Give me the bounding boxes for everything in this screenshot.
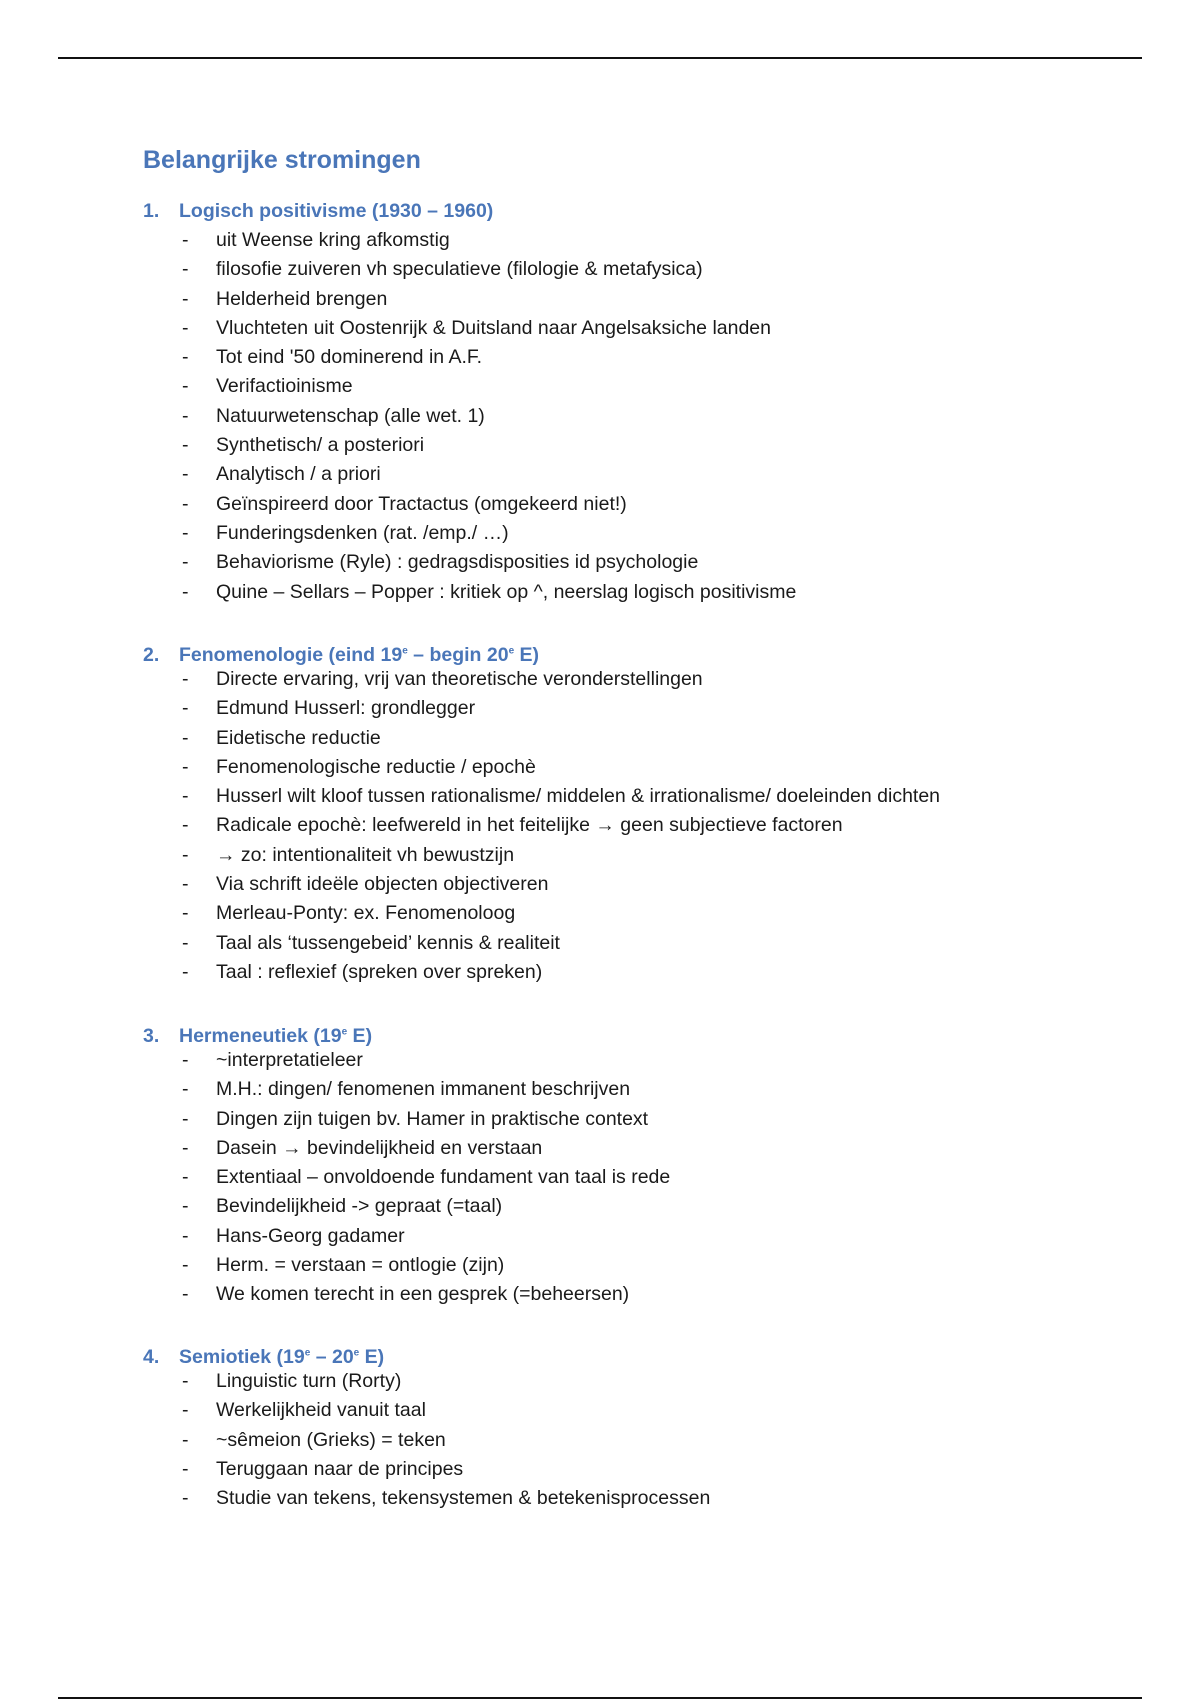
list-item	[143, 1455, 1143, 1484]
list-item	[143, 1484, 1143, 1513]
list-item-text: Hans-Georg gadamer	[216, 1224, 405, 1247]
list-item-text: Natuurwetenschap (alle wet. 1)	[216, 404, 485, 427]
list-item	[143, 1105, 1143, 1134]
dash-bullet: -	[182, 755, 189, 778]
list-item	[143, 1163, 1143, 1192]
dash-bullet: -	[182, 1136, 189, 1159]
list-item-text: Taal als ‘tussengebeid’ kennis & realiteit	[216, 931, 560, 954]
list-item	[143, 694, 1143, 723]
bullet-list	[143, 665, 1143, 987]
dash-bullet: -	[182, 697, 189, 720]
dash-bullet: -	[182, 1487, 189, 1510]
dash-bullet: -	[182, 1166, 189, 1189]
list-item-text: Extentiaal – onvoldoende fundament van taal is rede	[216, 1166, 671, 1189]
list-item-text: Helderheid brengen	[216, 287, 388, 310]
list-item-text: Verifactioinisme	[216, 375, 353, 398]
list-item	[143, 519, 1143, 548]
dash-bullet: -	[182, 1399, 189, 1422]
list-item	[143, 255, 1143, 284]
dash-bullet: -	[182, 726, 189, 749]
list-item	[143, 1075, 1143, 1104]
dash-bullet: -	[182, 814, 189, 837]
dash-bullet: -	[182, 902, 189, 925]
list-item-text: Vluchteten uit Oostenrijk & Duitsland naar Angelsaksiche landen	[216, 316, 771, 339]
list-item-text: Studie van tekens, tekensystemen & betekenisprocessen	[216, 1487, 711, 1510]
section-heading	[143, 1017, 1143, 1046]
list-item-text: M.H.: dingen/ fenomenen immanent beschrijven	[216, 1078, 631, 1101]
dash-bullet: -	[182, 785, 189, 808]
list-item	[143, 811, 1143, 840]
bullet-list	[143, 1367, 1143, 1513]
list-item	[143, 753, 1143, 782]
section-number: 3.	[143, 1024, 160, 1047]
section-number: 4.	[143, 1345, 160, 1368]
list-item	[143, 870, 1143, 899]
list-item-text: We komen terecht in een gesprek (=beheersen)	[216, 1283, 630, 1306]
list-item-text: → zo: intentionaliteit vh bewustzijn	[216, 843, 515, 866]
section-title: Hermeneutiek (19e E)	[179, 1024, 373, 1047]
section-heading	[143, 1338, 1143, 1367]
list-item	[143, 343, 1143, 372]
list-item	[143, 841, 1143, 870]
section-title: Semiotiek (19e – 20e E)	[179, 1345, 385, 1368]
dash-bullet: -	[182, 1428, 189, 1451]
list-item-text: Linguistic turn (Rorty)	[216, 1370, 402, 1392]
section-title: Logisch positivisme (1930 – 1960)	[179, 200, 494, 222]
section-title: Fenomenologie (eind 19e – begin 20e E)	[179, 643, 540, 666]
list-item-text: Bevindelijkheid -> gepraat (=taal)	[216, 1195, 503, 1218]
list-item	[143, 1367, 1143, 1396]
list-item	[143, 1222, 1143, 1251]
footer-rule	[58, 1697, 1142, 1699]
list-item-text: Funderingsdenken (rat. /emp./ …)	[216, 521, 509, 544]
list-item	[143, 1251, 1143, 1280]
list-item	[143, 285, 1143, 314]
section-number: 2.	[143, 643, 160, 666]
list-item	[143, 724, 1143, 753]
dash-bullet: -	[182, 521, 189, 544]
list-item-text: Herm. = verstaan = ontlogie (zijn)	[216, 1254, 505, 1277]
list-item	[143, 1280, 1143, 1309]
dash-bullet: -	[182, 463, 189, 486]
section-number: 1.	[143, 200, 160, 222]
bullet-list	[143, 1046, 1143, 1310]
dash-bullet: -	[182, 1224, 189, 1247]
list-item	[143, 665, 1143, 694]
list-item	[143, 1046, 1143, 1075]
list-item	[143, 548, 1143, 577]
section-logisch-positivisme	[143, 197, 1143, 607]
list-item	[143, 372, 1143, 401]
dash-bullet: -	[182, 668, 189, 690]
bullet-list	[143, 226, 1143, 607]
list-item-text: Tot eind '50 dominerend in A.F.	[216, 346, 483, 369]
list-item	[143, 578, 1143, 607]
dash-bullet: -	[182, 580, 189, 603]
dash-bullet: -	[182, 229, 189, 251]
list-item-text: uit Weense kring afkomstig	[216, 229, 450, 251]
list-item-text: Via schrift ideële objecten objectiveren	[216, 873, 549, 896]
dash-bullet: -	[182, 258, 189, 281]
section-fenomenologie	[143, 636, 1143, 987]
list-item	[143, 899, 1143, 928]
dash-bullet: -	[182, 1078, 189, 1101]
dash-bullet: -	[182, 551, 189, 574]
dash-bullet: -	[182, 931, 189, 954]
dash-bullet: -	[182, 1107, 189, 1130]
dash-bullet: -	[182, 404, 189, 427]
list-item-text: Quine – Sellars – Popper : kritiek op ^, neerslag logisch positivisme	[216, 580, 797, 603]
list-item-text: Behaviorisme (Ryle) : gedragsdisposities id psychologie	[216, 551, 699, 574]
list-item-text: Directe ervaring, vrij van theoretische veronderstellingen	[216, 668, 703, 690]
list-item	[143, 1396, 1143, 1425]
dash-bullet: -	[182, 492, 189, 515]
list-item-text: Synthetisch/ a posteriori	[216, 434, 425, 457]
list-item-text: ~interpretatieleer	[216, 1049, 363, 1071]
list-item	[143, 782, 1143, 811]
list-item-text: Geïnspireerd door Tractactus (omgekeerd niet!)	[216, 492, 627, 515]
dash-bullet: -	[182, 873, 189, 896]
dash-bullet: -	[182, 1370, 189, 1392]
dash-bullet: -	[182, 843, 189, 866]
dash-bullet: -	[182, 316, 189, 339]
list-item-text: filosofie zuiveren vh speculatieve (filologie & metafysica)	[216, 258, 703, 281]
list-item-text: Dasein → bevindelijkheid en verstaan	[216, 1136, 543, 1159]
dash-bullet: -	[182, 434, 189, 457]
section-semiotiek	[143, 1338, 1143, 1513]
header-rule	[58, 57, 1142, 59]
list-item	[143, 958, 1143, 987]
dash-bullet: -	[182, 1283, 189, 1306]
dash-bullet: -	[182, 375, 189, 398]
list-item	[143, 1134, 1143, 1163]
list-item-text: Edmund Husserl: grondlegger	[216, 697, 476, 720]
list-item	[143, 929, 1143, 958]
list-item-text: Husserl wilt kloof tussen rationalisme/ middelen & irrationalisme/ doeleinden dichten	[216, 785, 941, 808]
list-item	[143, 402, 1143, 431]
list-item-text: Taal : reflexief (spreken over spreken)	[216, 960, 543, 983]
dash-bullet: -	[182, 1049, 189, 1071]
section-heading	[143, 636, 1143, 665]
dash-bullet: -	[182, 287, 189, 310]
dash-bullet: -	[182, 1195, 189, 1218]
list-item	[143, 1192, 1143, 1221]
list-item-text: Analytisch / a priori	[216, 463, 381, 486]
list-item	[143, 226, 1143, 255]
dash-bullet: -	[182, 346, 189, 369]
list-item-text: Dingen zijn tuigen bv. Hamer in praktische context	[216, 1107, 649, 1130]
page-title: Belangrijke stromingen	[143, 146, 421, 174]
dash-bullet: -	[182, 1254, 189, 1277]
list-item-text: Eidetische reductie	[216, 726, 381, 749]
list-item-text: ~sêmeion (Grieks) = teken	[216, 1428, 446, 1451]
dash-bullet: -	[182, 960, 189, 983]
list-item	[143, 460, 1143, 489]
list-item-text: Merleau-Ponty: ex. Fenomenoloog	[216, 902, 516, 925]
list-item	[143, 314, 1143, 343]
section-heading	[143, 197, 1143, 226]
list-item-text: Radicale epochè: leefwereld in het feitelijke → geen subjectieve factoren	[216, 814, 843, 837]
list-item-text: Teruggaan naar de principes	[216, 1457, 464, 1480]
dash-bullet: -	[182, 1457, 189, 1480]
section-hermeneutiek	[143, 1017, 1143, 1310]
list-item	[143, 431, 1143, 460]
list-item-text: Werkelijkheid vanuit taal	[216, 1399, 426, 1422]
list-item	[143, 490, 1143, 519]
list-item-text: Fenomenologische reductie / epochè	[216, 755, 536, 778]
list-item	[143, 1426, 1143, 1455]
